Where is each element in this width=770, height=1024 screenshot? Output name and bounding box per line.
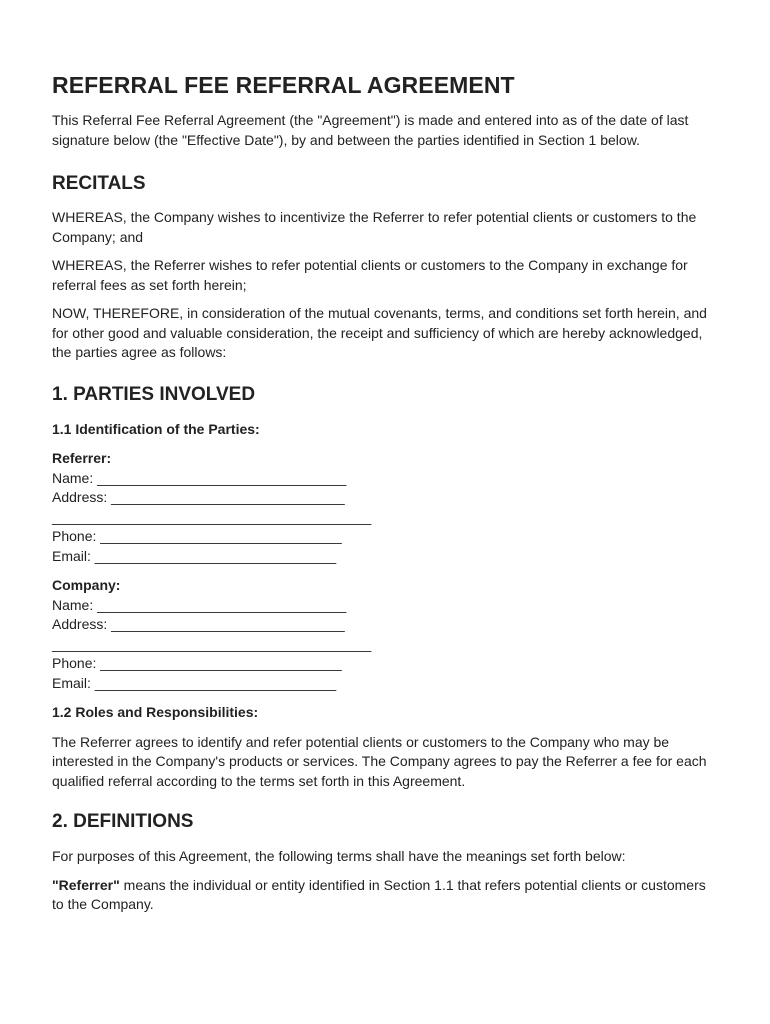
definition-text: means the individual or entity identified in Section 1.1 that refers potential clients or customers to the Company. [52, 876, 706, 912]
intro-paragraph: This Referral Fee Referral Agreement (the "Agreement") is made and entered into as of the date of last signature below (the "Effective Date"), by and between the parties identified in Section 1 below. [52, 112, 689, 148]
company-address-line2-field[interactable]: _________________________________________ [52, 635, 372, 652]
definition-term: "Referrer" [52, 876, 120, 893]
identification-subheading: 1.1 Identification of the Parties: [52, 420, 260, 437]
company-phone-field[interactable]: Phone: _______________________________ [52, 655, 342, 671]
roles-paragraph: The Referrer agrees to identify and refer potential clients or customers to the Company who may be interested in the Company's products or services. The Company agrees to pay the Referrer a fee for each qualified referral according to the terms set forth in this Agreement. [52, 733, 707, 789]
company-address-field[interactable]: Address: ______________________________ [52, 616, 345, 632]
definition-referrer [52, 876, 718, 915]
parties-heading: 1. PARTIES INVOLVED [52, 383, 256, 405]
recitals-heading: RECITALS [52, 173, 146, 194]
company-label: Company: [52, 577, 121, 593]
roles-subheading: 1.2 Roles and Responsibilities: [52, 704, 259, 720]
referrer-address-line2-field[interactable]: _________________________________________ [52, 508, 372, 525]
definitions-heading: 2. DEFINITIONS [52, 811, 194, 832]
company-block [52, 576, 718, 693]
referrer-name-field[interactable]: Name: ________________________________ [52, 469, 347, 486]
recital-paragraph-2: WHEREAS, the Referrer wishes to refer potential clients or customers to the Company in exchange for referral fees as set forth herein; [52, 257, 688, 293]
referrer-address-field[interactable]: Address: ______________________________ [52, 489, 345, 505]
definitions-intro: For purposes of this Agreement, the following terms shall have the meanings set forth below: [52, 848, 626, 864]
referrer-email-field[interactable]: Email: _______________________________ [52, 547, 337, 564]
company-email-field[interactable]: Email: _______________________________ [52, 674, 337, 691]
recital-paragraph-1: WHEREAS, the Company wishes to incentivize the Referrer to refer potential clients or customers to the Company; and [52, 209, 697, 245]
company-name-field[interactable]: Name: ________________________________ [52, 596, 347, 613]
referrer-phone-field[interactable]: Phone: _______________________________ [52, 528, 342, 544]
recital-paragraph-3: NOW, THEREFORE, in consideration of the mutual covenants, terms, and conditions set forth herein, and for other good and valuable consideration, the receipt and sufficiency of which are hereby acknowledged, the parties agree as follows: [52, 305, 707, 360]
referrer-label: Referrer: [52, 450, 112, 466]
referrer-block [52, 449, 718, 566]
document-title: REFERRAL FEE REFERRAL AGREEMENT [52, 72, 515, 98]
